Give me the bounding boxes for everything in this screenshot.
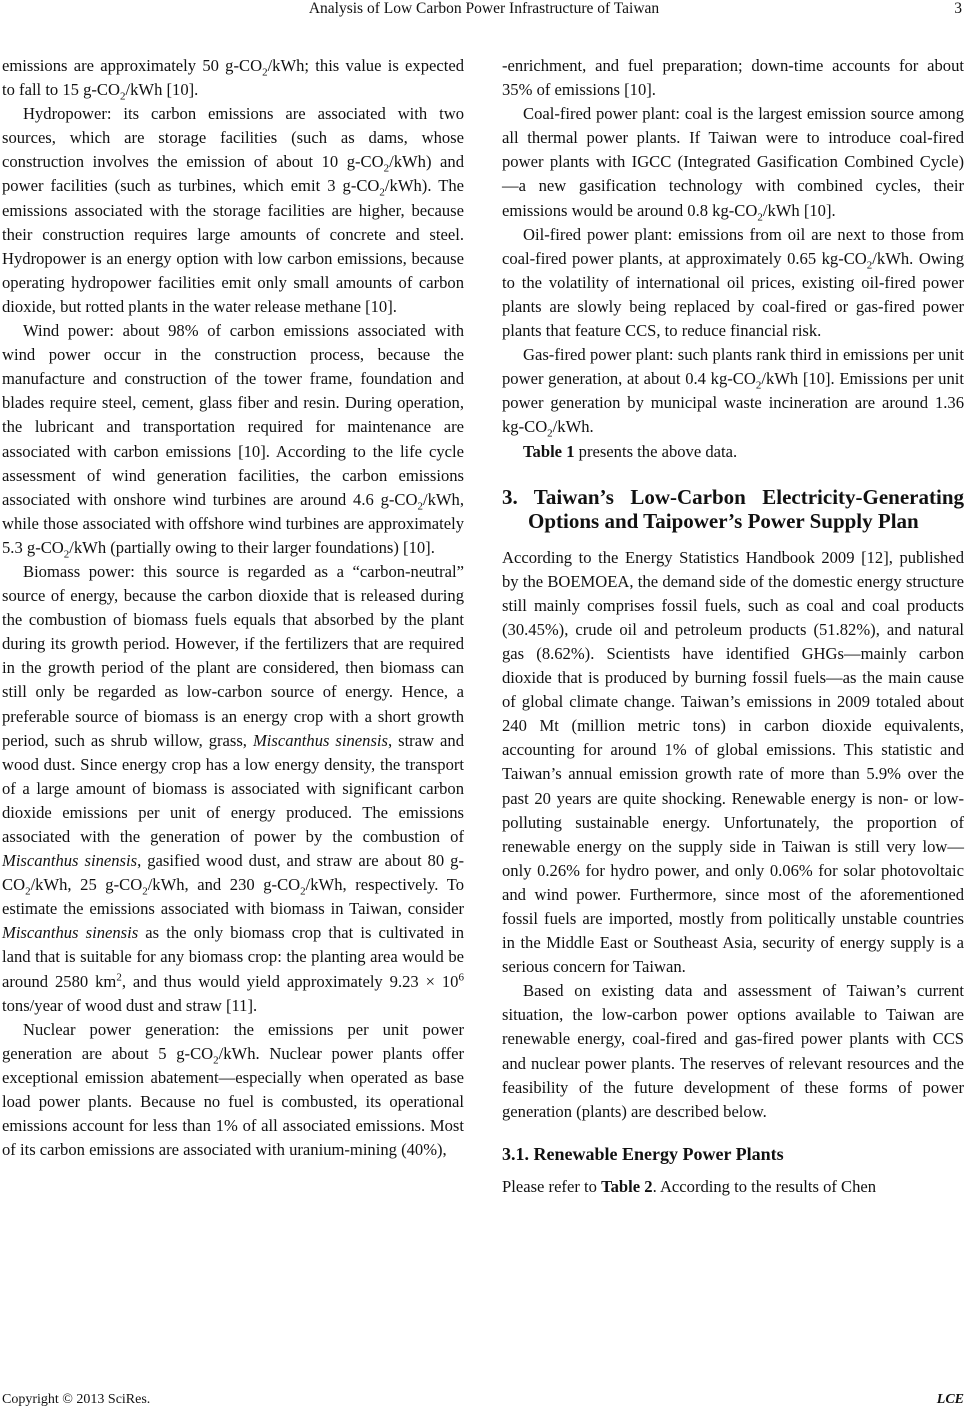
- section-3-heading: 3. Taiwan’s Low-Carbon Electricity-Generating Options and Taipower’s Power Supply Plan: [502, 484, 964, 533]
- paragraph-wind-power: Wind power: about 98% of carbon emissions associated with wind power occur in the construction process, because the manufacture and construction of the tower frame, foundation and blades require steel, cement, glass fiber and resin. During operation, the lubricant and transportation required for maintenance are associated with carbon emissions [10]. According to the life cycle assessment of wind generation facilities, the carbon emissions associated with onshore wind turbines are around 4.6 $g-CO_2$/kWh, while those associated with offshore wind turbines are approximately 5.3 $g-CO_2$/kWh (partially owing to their larger foundations) [10].: [2, 321, 464, 561]
- table-1-link[interactable]: Table 1: [523, 441, 575, 461]
- journal-abbreviation: LCE: [936, 1392, 964, 1407]
- left-column: [2, 54, 464, 1162]
- copyright-notice: Copyright © 2013 SciRes.: [2, 1392, 151, 1407]
- paragraph-coal-fired: Coal-fired power plant: coal is the largest emission source among all thermal power plants. If Taiwan were to introduce coal-fired power plants with IGCC (Integrated Gasification Combined Cycle)—a new gasification technology with combined cycles, their emissions would be around 0.8 $kg-CO_2$/kWh [10].: [502, 104, 964, 223]
- running-header: [0, 0, 968, 24]
- right-column: [502, 54, 964, 1199]
- paragraph-section-3-intro: According to the Energy Statistics Handbook 2009 [12], published by the BOEMOEA, the demand side of the domestic energy structure still mainly comprises fossil fuels, such as coal and coal products (30.45%), crude oil and petroleum products (51.82%), and natural gas (8.62%). Scientists have identified GHGs—mainly carbon dioxide that is produced by burning fossil fuels—as the main cause of global climate change. Taiwan’s emissions in 2009 totaled about 240 Mt (million metric tons) in carbon dioxide equivalents, accounting for around 1% of global emissions. This statistic and Taiwan’s annual emission growth rate of more than 5.9% over the past 20 years are quite shocking. Renewable energy is non- or low-polluting sustainable energy. Unfortunately, the proportion of renewable energy on the supply side in Taiwan is still very low—only 0.26% for hydro power, and only 0.06% for solar photovoltaic and wind power. Furthermore, since most of the aforementioned fossil fuels are imported, mostly from politically unstable countries in the Middle East or Southeast Asia, security of energy supply is a serious concern for Taiwan.: [502, 547, 964, 977]
- page-number: 3: [954, 0, 962, 17]
- paragraph-nuclear-power: Nuclear power generation: the emissions per unit power generation are about 5 $g-CO_2$/kWh. Nuclear power plants offer exceptional emission abatement—especially when operated as base load power plants. Because no fuel is combusted, its operational emissions account for less than 1% of all associated emissions. Most of its carbon emissions are associated with uranium-mining (40%),: [2, 1019, 464, 1160]
- paragraph-nuclear-cont: -enrichment, and fuel preparation; down-time accounts for about 35% of emissions [10].: [502, 56, 964, 100]
- paragraph-biomass-power: Biomass power: this source is regarded as a “carbon-neutral” source of energy, because the carbon dioxide that is released during the combustion of biomass fuels equals that absorbed by the plant during its growth period. However, if the fertilizers that are required in the growth period of the plant are considered, then biomass can still only be regarded as low-carbon source of energy. Hence, a preferable source of biomass is an energy crop with a short growth period, such as shrub willow, grass, Miscanthus sinensis, straw and wood dust. Since energy crop has a low energy density, the transport of a large amount of biomass is associated with significant carbon dioxide emissions per unit of energy produced. The emissions associated with the generation of power by the combustion of Miscanthus sinensis, gasified wood dust, and straw are about 80 $g-CO_2$/kWh, 25 $g-CO_2$/kWh, and 230 $g-CO_2$/kWh, respectively. To estimate the emissions associated with biomass in Taiwan, consider Miscanthus sinensis as the only biomass crop that is cultivated in land that is suitable for any biomass crop: the planting area would be around 2580 $km^2$, and thus would yield approximately $9.23 \times 10^6$ tons/year of wood dust and straw [11].: [2, 561, 465, 1015]
- paragraph-table-reference: Table 1 presents the above data.: [523, 441, 738, 461]
- table-2-link[interactable]: Table 2: [601, 1176, 653, 1196]
- paragraph-oil-fired: Oil-fired power plant: emissions from oil are next to those from coal-fired power plants, at approximately 0.65 $kg-CO_2$/kWh. Owing to the volatility of international oil prices, existing oil-fired power plants are slowly being replaced by coal-fired or gas-fired power plants that feature CCS, to reduce financial risk.: [502, 224, 964, 341]
- paragraph-hydropower: Hydropower: its carbon emissions are associated with two sources, which are storage facilities (such as dams, whose construction involves the emission of about 10 $g-CO_2/kWh$) and power facilities (such as turbines, which emit 3 $g-CO_2/kWh$). The emissions associated with the storage facilities are higher, because their construction requires large amounts of concrete and steel. Hydropower is an energy option with low carbon emissions, because operating hydropower facilities emit only small amounts of carbon dioxide, but rotted plants in the water release methane [10].: [2, 104, 465, 316]
- paragraph-solar-cont: emissions are approximately 50 $g-CO_2$/kWh; this value is expected to fall to 15 $g-CO_2$/kWh [10].: [2, 56, 465, 103]
- paragraph-section-3-1: Please refer to Table 2. According to the results of Chen: [502, 1176, 877, 1196]
- paragraph-gas-fired: Gas-fired power plant: such plants rank third in emissions per unit power generation, at about 0.4 $kg-CO_2$/kWh [10]. Emissions per unit power generation by municipal waste incineration are around 1.36 $kg-CO_2$/kWh.: [502, 345, 964, 440]
- section-3-1-heading: 3.1. Renewable Energy Power Plants: [502, 1143, 784, 1164]
- paragraph-section-3-options: Based on existing data and assessment of Taiwan’s current situation, the low-carbon power options available to Taiwan are renewable energy, coal-fired and gas-fired power plants with CCS and nuclear power plants. The reserves of relevant resources and the feasibility of the future development of these forms of power generation (plants) are described below.: [502, 981, 964, 1121]
- running-title: Analysis of Low Carbon Power Infrastructure of Taiwan: [308, 0, 660, 17]
